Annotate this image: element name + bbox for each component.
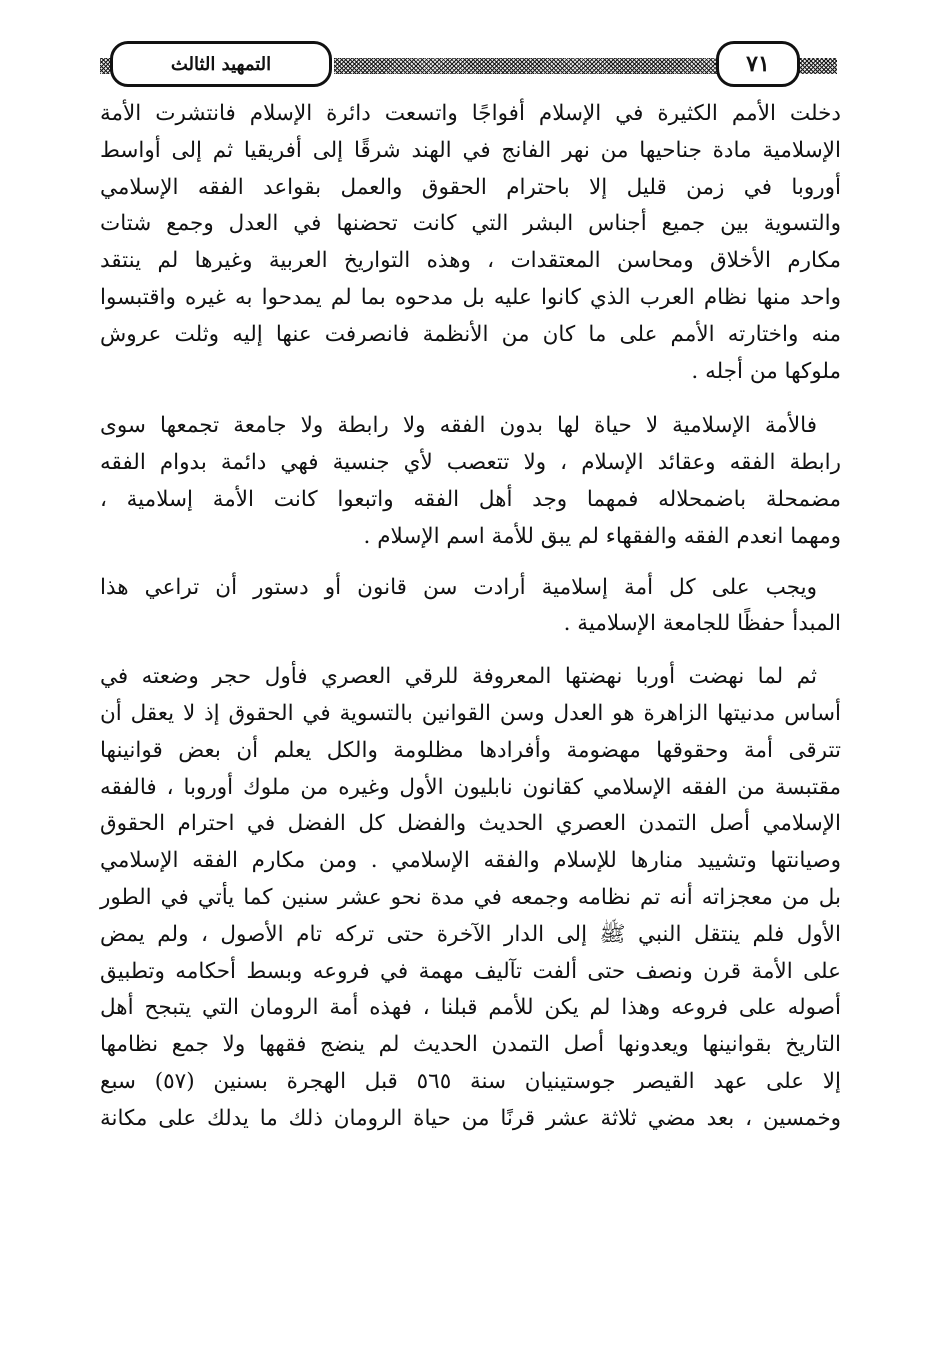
text-line: مضمحلة باضمحلاله فمهما وجد أهل الفقه واتبعوا كانت الأمة إسلامية ،: [100, 486, 841, 512]
text-line: ومهما انعدم الفقه والفقهاء لم يبق للأمة اسم الإسلام .: [363, 523, 841, 549]
text-line: منه واختارته الأمم على ما كان من الأنظمة فانصرفت عنها إليه وثلت عروش: [100, 321, 841, 347]
page-body: [100, 96, 841, 1138]
text-line: أساس مدنيتها الزاهرة هو العدل وسن القوانين بالتسوية في الحقوق إذ لا يعقل أن: [100, 700, 841, 726]
text-line: وصيانتها وتشييد منارها للإسلام والفقه الإسلامي . ومن مكارم الفقه الإسلامي: [100, 848, 841, 874]
text-line: الأول فلم ينتقل النبي ﷺ إلى الدار الآخرة حتى تركه تام الأصول ، ولم يمض: [100, 921, 841, 947]
text-line: الإسلامي أصل التمدن العصري الحديث والفضل كل الفضل في احترام الحقوق: [100, 811, 841, 837]
text-line: دخلت الأمم الكثيرة في الإسلام أفواجًا واتسعت دائرة الإسلام فانتشرت الأمة: [100, 101, 841, 126]
text-line: ثم لما نهضت أوربا نهضتها المعروفة للرقي العصري فأول حجر وضعته في: [100, 664, 817, 690]
text-line: واحد منها نظام العرب الذي كانوا عليه بل مدحوه بما لم يمدحوا به غيره واقتبسوا: [100, 284, 841, 310]
text-line: ويجب على كل أمة إسلامية أرادت سن قانون أو دستور أن تراعي هذا: [100, 574, 817, 600]
text-line: بل من معجزاته أنه تم نظامه وجمعه في مدة نحو عشر سنين كما يأتي في الطور: [100, 884, 841, 910]
paragraph-3: [100, 570, 841, 644]
text-line: والتسوية بين جميع أجناس البشر التي كانت تحضنها في العدل وجمع شتات: [100, 211, 841, 237]
text-line: ملوكها من أجله .: [691, 358, 841, 384]
text-line: تترقى أمة وحقوقها مهضومة وأفرادها مظلومة والكل يعلم أن بعض قوانينها: [100, 737, 841, 763]
text-line: إلا على عهد القيصر جوستينيان سنة ٥٦٥ قبل الهجرة بسنين (٥٧) سبع: [100, 1068, 842, 1094]
header-ornament-right: [798, 58, 837, 74]
text-line: التاريخ بقوانينها ويعدونها أصل التمدن الحديث لم ينضج فقهها ولا جمع نظامها: [100, 1032, 841, 1058]
text-line: رابطة الفقه وعقائد الإسلام ، ولا تتعصب لأي جنسية فهي دائمة بدوام الفقه: [100, 450, 841, 476]
text-line: أصوله على فروعه وهذا لم يكن للأمم قبلنا ، فهذه أمة الرومان التي يتبجح أهل: [100, 995, 841, 1021]
text-line: المبدأ حفظًا للجامعة الإسلامية .: [563, 611, 841, 637]
text-line: مكارم الأخلاق ومحاسن المعتقدات ، وهذه التواريخ العربية وغيرها لم ينتقد: [100, 248, 841, 274]
text-line: أوروبا في زمن قليل إلا باحترام الحقوق والعمل بقواعد الفقه الإسلامي: [100, 174, 841, 200]
paragraph-1: [100, 96, 841, 390]
text-line: مقتبسة من الفقه الإسلامي كقانون نابليون الأول وغيره من ملوك أوروبا ، فالفقه: [100, 774, 841, 800]
text-line: على الأمة قرن ونصف حتى ألفت تآليف مهمة في فروعه وبسط أحكامه وتطبيق: [100, 958, 841, 984]
page-header: [100, 40, 837, 92]
chapter-title: التمهيد الثالث: [110, 41, 332, 87]
paragraph-2: [100, 408, 841, 555]
text-line: الإسلامية مادة جناحيها من نهر الفانج في الهند شرقًا إلى أفريقيا ثم إلى أواسط: [100, 137, 841, 163]
page-number: ٧١: [716, 41, 800, 87]
text-line: فالأمة الإسلامية لا حياة لها بدون الفقه ولا رابطة ولا جامعة تجمعها سوى: [100, 413, 817, 439]
paragraph-4: [100, 659, 841, 1137]
text-line: وخمسين ، بعد مضي ثلاثة عشر قرنًا من حياة الرومان ذلك ما يدلك على مكانة: [100, 1105, 841, 1131]
